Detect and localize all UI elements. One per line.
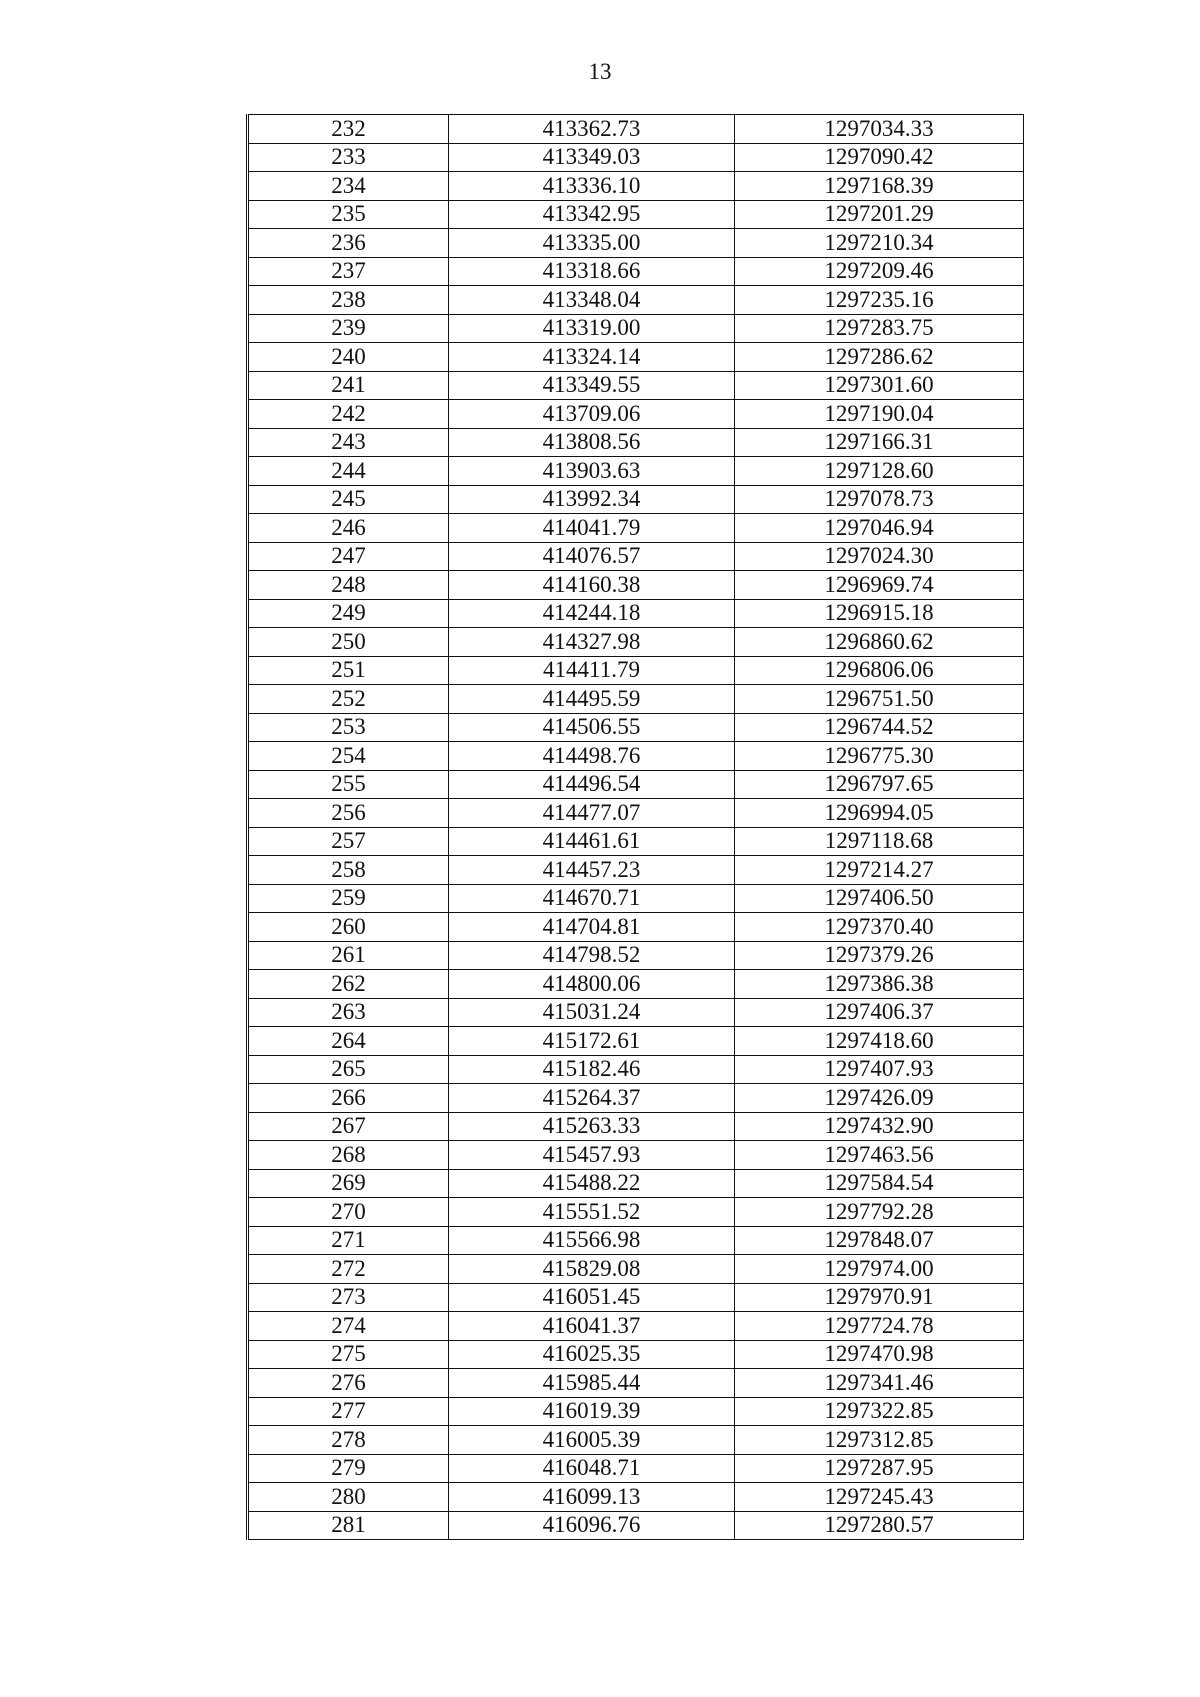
y-coordinate-cell: 1297386.38 [735, 970, 1024, 999]
point-number-cell: 233 [248, 143, 449, 172]
table-row [248, 457, 1024, 486]
point-number-cell: 248 [248, 571, 449, 600]
table-row [248, 257, 1024, 286]
table-row [248, 200, 1024, 229]
y-coordinate-cell: 1297235.16 [735, 286, 1024, 315]
y-coordinate-cell: 1296915.18 [735, 599, 1024, 628]
table-row [248, 713, 1024, 742]
table-row [248, 1283, 1024, 1312]
y-coordinate-cell: 1297470.98 [735, 1340, 1024, 1369]
point-number-cell: 242 [248, 400, 449, 429]
y-coordinate-cell: 1297078.73 [735, 485, 1024, 514]
point-number-cell: 247 [248, 542, 449, 571]
y-coordinate-cell: 1296797.65 [735, 770, 1024, 799]
y-coordinate-cell: 1297168.39 [735, 172, 1024, 201]
table-row [248, 913, 1024, 942]
y-coordinate-cell: 1297407.93 [735, 1055, 1024, 1084]
point-number-cell: 279 [248, 1454, 449, 1483]
point-number-cell: 240 [248, 343, 449, 372]
table-row [248, 799, 1024, 828]
x-coordinate-cell: 413349.03 [449, 143, 735, 172]
table-row [248, 1027, 1024, 1056]
x-coordinate-cell: 415263.33 [449, 1112, 735, 1141]
y-coordinate-cell: 1297283.75 [735, 314, 1024, 343]
y-coordinate-cell: 1297418.60 [735, 1027, 1024, 1056]
point-number-cell: 280 [248, 1483, 449, 1512]
table-row [248, 827, 1024, 856]
y-coordinate-cell: 1297287.95 [735, 1454, 1024, 1483]
table-row [248, 1084, 1024, 1113]
x-coordinate-cell: 414457.23 [449, 856, 735, 885]
x-coordinate-cell: 415182.46 [449, 1055, 735, 1084]
x-coordinate-cell: 416096.76 [449, 1511, 735, 1540]
table-row [248, 998, 1024, 1027]
point-number-cell: 232 [248, 115, 449, 144]
point-number-cell: 263 [248, 998, 449, 1027]
point-number-cell: 256 [248, 799, 449, 828]
table-row [248, 1112, 1024, 1141]
x-coordinate-cell: 414327.98 [449, 628, 735, 657]
x-coordinate-cell: 413336.10 [449, 172, 735, 201]
y-coordinate-cell: 1297034.33 [735, 115, 1024, 144]
table-row [248, 628, 1024, 657]
point-number-cell: 255 [248, 770, 449, 799]
x-coordinate-cell: 414498.76 [449, 742, 735, 771]
point-number-cell: 241 [248, 371, 449, 400]
x-coordinate-cell: 413319.00 [449, 314, 735, 343]
table-row [248, 742, 1024, 771]
x-coordinate-cell: 413992.34 [449, 485, 735, 514]
point-number-cell: 244 [248, 457, 449, 486]
point-number-cell: 275 [248, 1340, 449, 1369]
point-number-cell: 250 [248, 628, 449, 657]
point-number-cell: 260 [248, 913, 449, 942]
point-number-cell: 235 [248, 200, 449, 229]
x-coordinate-cell: 415031.24 [449, 998, 735, 1027]
x-coordinate-cell: 416051.45 [449, 1283, 735, 1312]
y-coordinate-cell: 1297024.30 [735, 542, 1024, 571]
x-coordinate-cell: 416041.37 [449, 1312, 735, 1341]
point-number-cell: 259 [248, 884, 449, 913]
table-row [248, 1340, 1024, 1369]
point-number-cell: 271 [248, 1226, 449, 1255]
point-number-cell: 257 [248, 827, 449, 856]
table-row [248, 1483, 1024, 1512]
point-number-cell: 258 [248, 856, 449, 885]
y-coordinate-cell: 1297792.28 [735, 1198, 1024, 1227]
table-row [248, 970, 1024, 999]
x-coordinate-cell: 416005.39 [449, 1426, 735, 1455]
y-coordinate-cell: 1297406.50 [735, 884, 1024, 913]
point-number-cell: 269 [248, 1169, 449, 1198]
point-number-cell: 264 [248, 1027, 449, 1056]
coordinates-table-body [248, 115, 1024, 1540]
y-coordinate-cell: 1296806.06 [735, 656, 1024, 685]
point-number-cell: 249 [248, 599, 449, 628]
x-coordinate-cell: 413362.73 [449, 115, 735, 144]
table-row [248, 428, 1024, 457]
table-row [248, 400, 1024, 429]
y-coordinate-cell: 1297118.68 [735, 827, 1024, 856]
y-coordinate-cell: 1296751.50 [735, 685, 1024, 714]
x-coordinate-cell: 416019.39 [449, 1397, 735, 1426]
point-number-cell: 272 [248, 1255, 449, 1284]
table-row [248, 343, 1024, 372]
point-number-cell: 251 [248, 656, 449, 685]
y-coordinate-cell: 1296994.05 [735, 799, 1024, 828]
table-row [248, 856, 1024, 885]
y-coordinate-cell: 1297046.94 [735, 514, 1024, 543]
y-coordinate-cell: 1297280.57 [735, 1511, 1024, 1540]
y-coordinate-cell: 1297370.40 [735, 913, 1024, 942]
table-row [248, 371, 1024, 400]
x-coordinate-cell: 414506.55 [449, 713, 735, 742]
table-row [248, 941, 1024, 970]
y-coordinate-cell: 1297286.62 [735, 343, 1024, 372]
point-number-cell: 274 [248, 1312, 449, 1341]
table-row [248, 770, 1024, 799]
table-row [248, 1198, 1024, 1227]
y-coordinate-cell: 1297970.91 [735, 1283, 1024, 1312]
x-coordinate-cell: 415457.93 [449, 1141, 735, 1170]
table-row [248, 1255, 1024, 1284]
table-row [248, 1226, 1024, 1255]
x-coordinate-cell: 414244.18 [449, 599, 735, 628]
x-coordinate-cell: 413709.06 [449, 400, 735, 429]
y-coordinate-cell: 1297341.46 [735, 1369, 1024, 1398]
x-coordinate-cell: 413348.04 [449, 286, 735, 315]
table-row [248, 1312, 1024, 1341]
y-coordinate-cell: 1297209.46 [735, 257, 1024, 286]
x-coordinate-cell: 416099.13 [449, 1483, 735, 1512]
table-row [248, 314, 1024, 343]
x-coordinate-cell: 415264.37 [449, 1084, 735, 1113]
table-row [248, 115, 1024, 144]
y-coordinate-cell: 1296860.62 [735, 628, 1024, 657]
y-coordinate-cell: 1297214.27 [735, 856, 1024, 885]
table-row [248, 542, 1024, 571]
x-coordinate-cell: 414160.38 [449, 571, 735, 600]
y-coordinate-cell: 1297406.37 [735, 998, 1024, 1027]
point-number-cell: 238 [248, 286, 449, 315]
x-coordinate-cell: 413903.63 [449, 457, 735, 486]
point-number-cell: 237 [248, 257, 449, 286]
point-number-cell: 245 [248, 485, 449, 514]
x-coordinate-cell: 413318.66 [449, 257, 735, 286]
table-row [248, 1454, 1024, 1483]
point-number-cell: 270 [248, 1198, 449, 1227]
point-number-cell: 253 [248, 713, 449, 742]
x-coordinate-cell: 414670.71 [449, 884, 735, 913]
x-coordinate-cell: 414798.52 [449, 941, 735, 970]
y-coordinate-cell: 1297166.31 [735, 428, 1024, 457]
y-coordinate-cell: 1297379.26 [735, 941, 1024, 970]
point-number-cell: 265 [248, 1055, 449, 1084]
x-coordinate-cell: 414076.57 [449, 542, 735, 571]
table-row [248, 1426, 1024, 1455]
y-coordinate-cell: 1297312.85 [735, 1426, 1024, 1455]
point-number-cell: 239 [248, 314, 449, 343]
x-coordinate-cell: 414041.79 [449, 514, 735, 543]
point-number-cell: 254 [248, 742, 449, 771]
y-coordinate-cell: 1297432.90 [735, 1112, 1024, 1141]
y-coordinate-cell: 1297090.42 [735, 143, 1024, 172]
x-coordinate-cell: 413342.95 [449, 200, 735, 229]
table-row [248, 514, 1024, 543]
x-coordinate-cell: 415488.22 [449, 1169, 735, 1198]
point-number-cell: 277 [248, 1397, 449, 1426]
x-coordinate-cell: 413349.55 [449, 371, 735, 400]
point-number-cell: 267 [248, 1112, 449, 1141]
table-row [248, 571, 1024, 600]
x-coordinate-cell: 413324.14 [449, 343, 735, 372]
y-coordinate-cell: 1297322.85 [735, 1397, 1024, 1426]
y-coordinate-cell: 1297974.00 [735, 1255, 1024, 1284]
table-row [248, 1169, 1024, 1198]
table-row [248, 1397, 1024, 1426]
x-coordinate-cell: 415985.44 [449, 1369, 735, 1398]
x-coordinate-cell: 413808.56 [449, 428, 735, 457]
point-number-cell: 234 [248, 172, 449, 201]
x-coordinate-cell: 415172.61 [449, 1027, 735, 1056]
x-coordinate-cell: 413335.00 [449, 229, 735, 258]
x-coordinate-cell: 414495.59 [449, 685, 735, 714]
y-coordinate-cell: 1297848.07 [735, 1226, 1024, 1255]
point-number-cell: 243 [248, 428, 449, 457]
point-number-cell: 278 [248, 1426, 449, 1455]
table-row [248, 229, 1024, 258]
y-coordinate-cell: 1297128.60 [735, 457, 1024, 486]
point-number-cell: 262 [248, 970, 449, 999]
point-number-cell: 266 [248, 1084, 449, 1113]
x-coordinate-cell: 415551.52 [449, 1198, 735, 1227]
x-coordinate-cell: 415829.08 [449, 1255, 735, 1284]
table-row [248, 1369, 1024, 1398]
x-coordinate-cell: 414800.06 [449, 970, 735, 999]
y-coordinate-cell: 1296775.30 [735, 742, 1024, 771]
y-coordinate-cell: 1297210.34 [735, 229, 1024, 258]
point-number-cell: 261 [248, 941, 449, 970]
x-coordinate-cell: 414496.54 [449, 770, 735, 799]
point-number-cell: 281 [248, 1511, 449, 1540]
y-coordinate-cell: 1297724.78 [735, 1312, 1024, 1341]
page-number: 13 [588, 59, 612, 84]
y-coordinate-cell: 1296744.52 [735, 713, 1024, 742]
table-row [248, 172, 1024, 201]
y-coordinate-cell: 1297426.09 [735, 1084, 1024, 1113]
x-coordinate-cell: 416048.71 [449, 1454, 735, 1483]
x-coordinate-cell: 414477.07 [449, 799, 735, 828]
point-number-cell: 273 [248, 1283, 449, 1312]
coordinates-table [246, 114, 1024, 1540]
x-coordinate-cell: 414411.79 [449, 656, 735, 685]
y-coordinate-cell: 1297463.56 [735, 1141, 1024, 1170]
point-number-cell: 236 [248, 229, 449, 258]
y-coordinate-cell: 1297584.54 [735, 1169, 1024, 1198]
table-row [248, 143, 1024, 172]
x-coordinate-cell: 415566.98 [449, 1226, 735, 1255]
y-coordinate-cell: 1297190.04 [735, 400, 1024, 429]
table-row [248, 599, 1024, 628]
table-row [248, 884, 1024, 913]
point-number-cell: 246 [248, 514, 449, 543]
x-coordinate-cell: 414704.81 [449, 913, 735, 942]
y-coordinate-cell: 1297245.43 [735, 1483, 1024, 1512]
x-coordinate-cell: 416025.35 [449, 1340, 735, 1369]
table-row [248, 1141, 1024, 1170]
y-coordinate-cell: 1297201.29 [735, 200, 1024, 229]
point-number-cell: 252 [248, 685, 449, 714]
table-row [248, 286, 1024, 315]
x-coordinate-cell: 414461.61 [449, 827, 735, 856]
point-number-cell: 276 [248, 1369, 449, 1398]
table-row [248, 656, 1024, 685]
table-row [248, 1511, 1024, 1540]
point-number-cell: 268 [248, 1141, 449, 1170]
table-row [248, 685, 1024, 714]
y-coordinate-cell: 1296969.74 [735, 571, 1024, 600]
table-row [248, 1055, 1024, 1084]
y-coordinate-cell: 1297301.60 [735, 371, 1024, 400]
table-row [248, 485, 1024, 514]
